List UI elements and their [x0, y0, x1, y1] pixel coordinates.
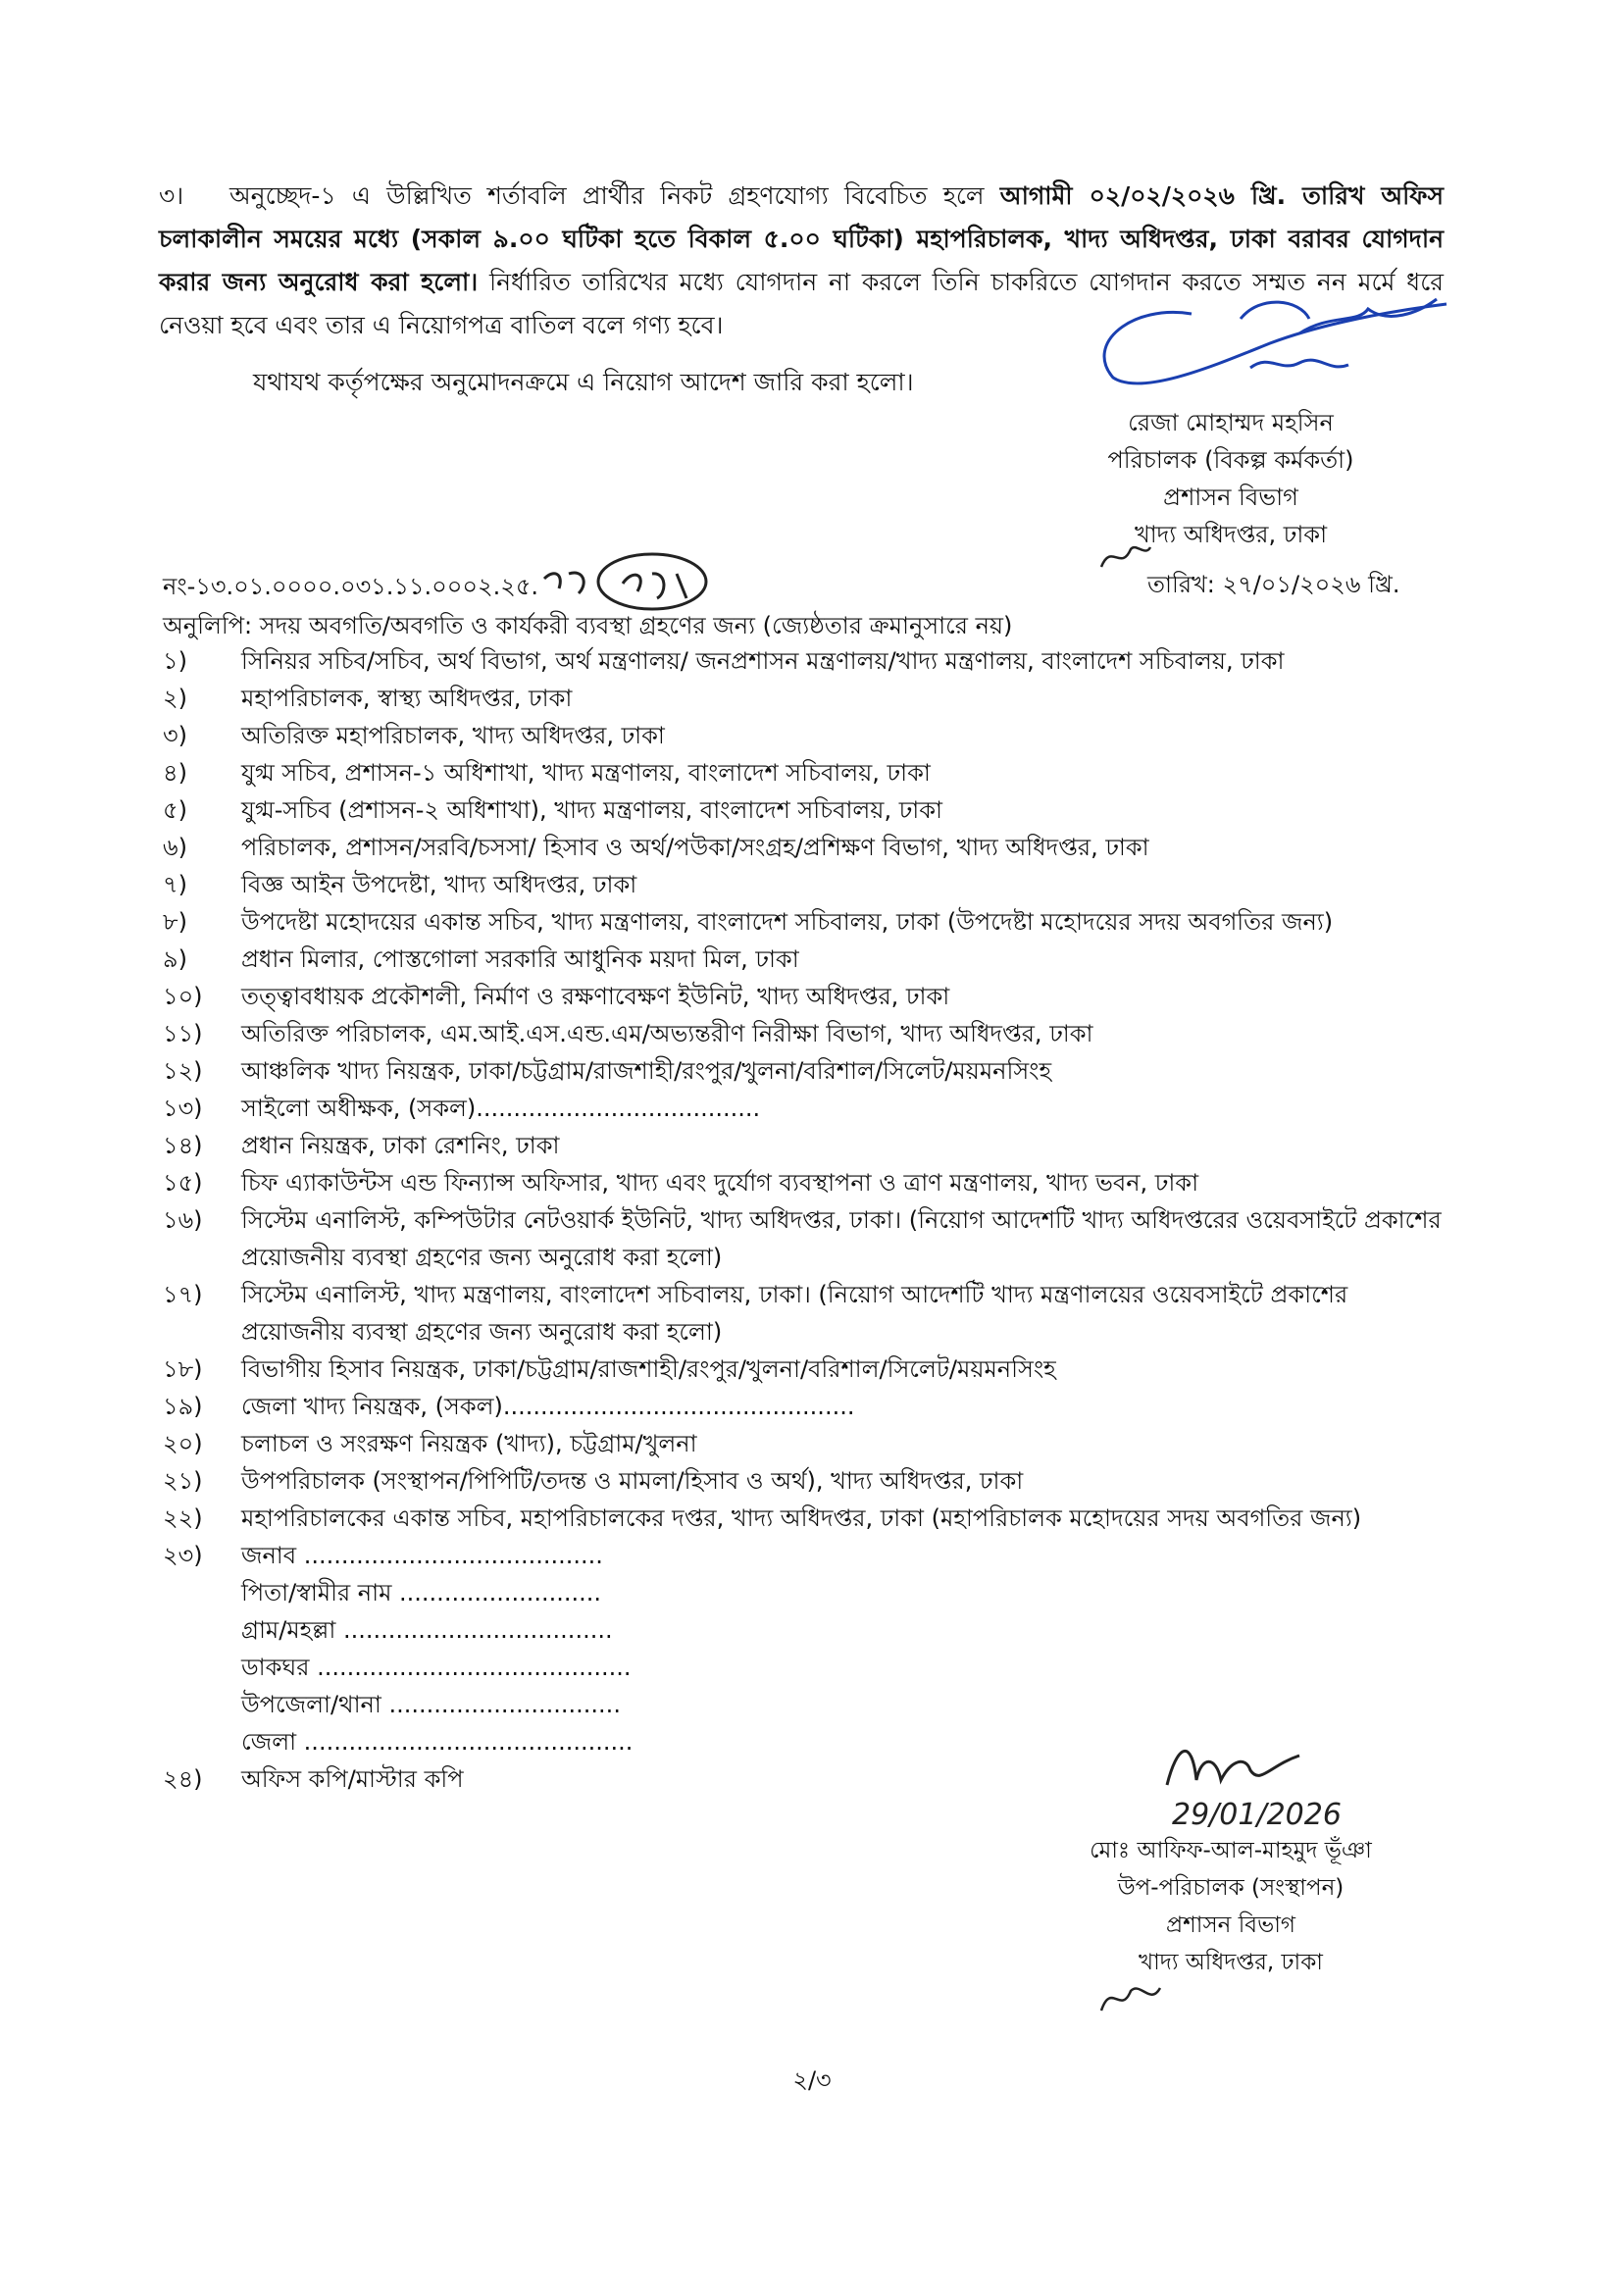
list-item: [163, 1015, 1447, 1052]
list-item-text: অফিস কপি/মাস্টার কপি: [241, 1765, 464, 1793]
initial-2: [1096, 1976, 1165, 2020]
list-item-number: ৭): [163, 871, 187, 898]
list-item: [163, 717, 1447, 754]
list-item-number: ১৯): [163, 1393, 203, 1420]
list-item-text: মহাপরিচালক, স্বাস্থ্য অধিদপ্তর, ঢাকা: [241, 685, 573, 712]
list-item: [163, 1462, 1447, 1500]
memo-number: নং-১৩.০১.০০০০.০৩১.১১.০০০২.২৫.: [163, 573, 539, 600]
list-item-number: ১৫): [163, 1169, 203, 1197]
list-item-number: ৫): [163, 796, 187, 824]
paragraph-text-1: অনুচ্ছেদ-১ এ উল্লিখিত শর্তাবলি প্রার্থীর নিকট গ্রহণযোগ্য বিবেচিত হলে: [229, 181, 1000, 210]
list-item-text: মহাপরিচালকের একান্ত সচিব, মহাপরিচালকের দপ্তর, খাদ্য অধিদপ্তর, ঢাকা (মহাপরিচালক মহোদয়ের সদয় অবগতির জন্য): [241, 1504, 1362, 1532]
list-item-number: ১৬): [163, 1206, 203, 1234]
list-item: [163, 866, 1447, 903]
list-item-number: ১৭): [163, 1281, 203, 1308]
list-item-text: অতিরিক্ত পরিচালক, এম.আই.এস.এন্ড.এম/অভ্যন্তরীণ নিরীক্ষা বিভাগ, খাদ্য অধিদপ্তর, ঢাকা: [241, 1020, 1093, 1047]
list-item: [163, 1164, 1447, 1201]
signer-2-office: খাদ্য অধিদপ্তর, ঢাকা: [1139, 1950, 1323, 1975]
list-item: [163, 1052, 1447, 1090]
signer-1-block: [1069, 404, 1393, 553]
list-item-text: আঞ্চলিক খাদ্য নিয়ন্ত্রক, ঢাকা/চট্টগ্রাম/রাজশাহী/রংপুর/খুলনা/বরিশাল/সিলেট/ময়মনসিংহ: [241, 1057, 1052, 1085]
list-item-number: ৮): [163, 908, 187, 936]
list-item-text: উপদেষ্টা মহোদয়ের একান্ত সচিব, খাদ্য মন্ত্রণালয়, বাংলাদেশ সচিবালয়, ঢাকা (উপদেষ্টা মহোদয়ের সদয় অবগতির জন্য): [241, 908, 1334, 936]
list-item-number: ২২): [163, 1504, 203, 1532]
signature-1: [1074, 275, 1466, 402]
list-item-text: সিনিয়র সচিব/সচিব, অর্থ বিভাগ, অর্থ মন্ত্রণালয়/ জনপ্রশাসন মন্ত্রণালয়/খাদ্য মন্ত্রণালয়, বাংলাদেশ সচিবালয়, ঢাকা: [241, 647, 1285, 675]
list-item: [163, 680, 1447, 717]
approval-text: যথাযথ কর্তৃপক্ষের অনুমোদনক্রমে এ নিয়োগ আদেশ জারি করা হলো।: [253, 368, 914, 396]
address-line: ডাকঘর ..........................................: [241, 1654, 632, 1681]
list-item-text: পরিচালক, প্রশাসন/সরবি/চসসা/ হিসাব ও অর্থ/পউকা/সংগ্রহ/প্রশিক্ষণ বিভাগ, খাদ্য অধিদপ্তর, ঢাকা: [241, 834, 1149, 861]
list-item-number: ১৪): [163, 1132, 203, 1159]
address-line: পিতা/স্বামীর নাম ...........................: [241, 1579, 602, 1606]
list-item-text: তত্ত্বাবধায়ক প্রকৌশলী, নির্মাণ ও রক্ষণাবেক্ষণ ইউনিট, খাদ্য অধিদপ্তর, ঢাকা: [241, 983, 950, 1010]
initial-1: [1096, 537, 1155, 577]
list-item: [163, 642, 1447, 680]
list-item-text: চলাচল ও সংরক্ষণ নিয়ন্ত্রক (খাদ্য), চট্টগ্রাম/খুলনা: [241, 1430, 697, 1457]
list-item-number: ১০): [163, 983, 203, 1010]
list-item: [163, 1425, 1447, 1462]
list-item-number: ১৩): [163, 1095, 203, 1122]
list-item-number: ১১): [163, 1020, 203, 1047]
memo-handwriting-drawing: [539, 544, 726, 613]
list-item: [163, 1276, 1447, 1351]
list-item: [163, 829, 1447, 866]
copy-list: [163, 642, 1447, 1798]
signer-2-block: [1069, 1832, 1393, 1981]
list-item-number: ২১): [163, 1467, 203, 1495]
signer-1-title: পরিচালক (বিকল্প কর্মকর্তা): [1107, 446, 1354, 474]
list-item: [163, 941, 1447, 978]
list-item: [163, 1500, 1447, 1537]
list-item-number: ২): [163, 685, 187, 712]
paragraph-number: ৩।: [159, 181, 184, 210]
list-item-number: ১২): [163, 1057, 203, 1085]
list-item: [163, 903, 1447, 941]
list-item: [163, 791, 1447, 829]
handwritten-date: 29/01/2026: [1172, 1798, 1342, 1832]
address-line: গ্রাম/মহল্লা ....................................: [241, 1616, 613, 1644]
page-number: ২/৩: [792, 2066, 832, 2094]
list-item-text: অতিরিক্ত মহাপরিচালক, খাদ্য অধিদপ্তর, ঢাকা: [241, 722, 665, 749]
list-item: [163, 978, 1447, 1015]
list-item: [163, 1537, 1447, 1574]
list-item-text: জনাব ........................................: [241, 1542, 603, 1569]
signer-2-name: মোঃ আফিফ-আল-মাহমুদ ভূঁঞা: [1090, 1838, 1372, 1863]
list-item-number: ৬): [163, 834, 187, 861]
list-item-text: জেলা খাদ্য নিয়ন্ত্রক, (সকল)...............................................: [241, 1393, 855, 1420]
address-line: জেলা ............................................: [241, 1728, 634, 1756]
date-text: তারিখ: ২৭/০১/২০২৬ খ্রি.: [1147, 571, 1400, 598]
copy-heading: অনুলিপি: সদয় অবগতি/অবগতি ও কার্যকরী ব্যবস্থা গ্রহণের জন্য (জ্যেষ্ঠতার ক্রমানুসারে নয়): [163, 612, 1013, 639]
list-item: [163, 754, 1447, 791]
list-item: [163, 1127, 1447, 1164]
signer-1-name: রেজা মোহাম্মদ মহসিন: [1128, 409, 1334, 436]
signature-2: [1152, 1726, 1466, 1834]
memo-handwritten-number: [539, 544, 726, 613]
signer-2-title: উপ-পরিচালক (সংস্থাপন): [1117, 1875, 1345, 1901]
list-item: [163, 1201, 1447, 1276]
list-item-text: সিস্টেম এনালিস্ট, কম্পিউটার নেটওয়ার্ক ইউনিট, খাদ্য অধিদপ্তর, ঢাকা। (নিয়োগ আদেশটি খাদ্য অধিদপ্তরের ওয়েবসাইটে প্রকাশের প্রয়োজনীয় ব্যবস্থা গ্রহণের জন্য অনুরোধ করা হলো): [241, 1206, 1442, 1271]
paragraph-bold-text: আগামী ০২/০২/২০২৬ খ্রি. তারিখ অফিস চলাকালীন সময়ের মধ্যে (সকাল ৯.০০ ঘটিকা হতে বিকাল ৫.০০ ঘটিকা) মহাপরিচালক, খাদ্য অধিদপ্তর, ঢাকা বরাবর যোগদান করার জন্য অনুরোধ করা হলো।: [159, 181, 1445, 296]
list-item-number: ১): [163, 647, 187, 675]
signer-1-office: খাদ্য অধিদপ্তর, ঢাকা: [1134, 521, 1328, 548]
list-item-text: যুগ্ম সচিব, প্রশাসন-১ অধিশাখা, খাদ্য মন্ত্রণালয়, বাংলাদেশ সচিবালয়, ঢাকা: [241, 759, 931, 787]
list-item: [163, 1388, 1447, 1425]
list-item-number: ২৪): [163, 1765, 203, 1793]
list-item-text: প্রধান মিলার, পোস্তগোলা সরকারি আধুনিক ময়দা মিল, ঢাকা: [241, 945, 799, 973]
list-item-text: সাইলো অধীক্ষক, (সকল)......................................: [241, 1095, 761, 1122]
list-item-number: ২০): [163, 1430, 203, 1457]
list-item-number: ৯): [163, 945, 187, 973]
list-item-number: ২৩): [163, 1542, 203, 1569]
list-item-text: প্রধান নিয়ন্ত্রক, ঢাকা রেশনিং, ঢাকা: [241, 1132, 560, 1159]
list-item-text: বিভাগীয় হিসাব নিয়ন্ত্রক, ঢাকা/চট্টগ্রাম/রাজশাহী/রংপুর/খুলনা/বরিশাল/সিলেট/ময়মনসিংহ: [241, 1355, 1056, 1383]
list-item: [163, 1351, 1447, 1388]
address-line: উপজেলা/থানা ...............................: [241, 1691, 621, 1718]
signer-1-division: প্রশাসন বিভাগ: [1163, 484, 1298, 511]
list-item-number: ১৮): [163, 1355, 203, 1383]
list-item: [163, 1090, 1447, 1127]
list-item-number: ৪): [163, 759, 187, 787]
list-item-text: উপপরিচালক (সংস্থাপন/পিপিটি/তদন্ত ও মামলা/হিসাব ও অর্থ), খাদ্য অধিদপ্তর, ঢাকা: [241, 1467, 1024, 1495]
signer-2-division: প্রশাসন বিভাগ: [1166, 1912, 1295, 1938]
list-item-text: চিফ এ্যাকাউন্টস এন্ড ফিন্যান্স অফিসার, খাদ্য এবং দুর্যোগ ব্যবস্থাপনা ও ত্রাণ মন্ত্রণালয়, খাদ্য ভবন, ঢাকা: [241, 1169, 1199, 1197]
list-item-text: বিজ্ঞ আইন উপদেষ্টা, খাদ্য অধিদপ্তর, ঢাকা: [241, 871, 637, 898]
paragraph-text-2: নির্ধারিত তারিখের মধ্যে যোগদান না করলে তিনি চাকরিতে যোগদান করতে সম্মত নন মর্মে ধরে নেওয়া হবে এবং তার এ নিয়োগপত্র বাতিল বলে গণ্য হবে।: [159, 268, 1444, 339]
list-item-text: যুগ্ম-সচিব (প্রশাসন-২ অধিশাখা), খাদ্য মন্ত্রণালয়, বাংলাদেশ সচিবালয়, ঢাকা: [241, 796, 942, 824]
list-item-number: ৩): [163, 722, 187, 749]
list-item-text: সিস্টেম এনালিস্ট, খাদ্য মন্ত্রণালয়, বাংলাদেশ সচিবালয়, ঢাকা। (নিয়োগ আদেশটি খাদ্য মন্ত্রণালয়ের ওয়েবসাইটে প্রকাশের প্রয়োজনীয় ব্যবস্থা গ্রহণের জন্য অনুরোধ করা হলো): [241, 1281, 1348, 1346]
